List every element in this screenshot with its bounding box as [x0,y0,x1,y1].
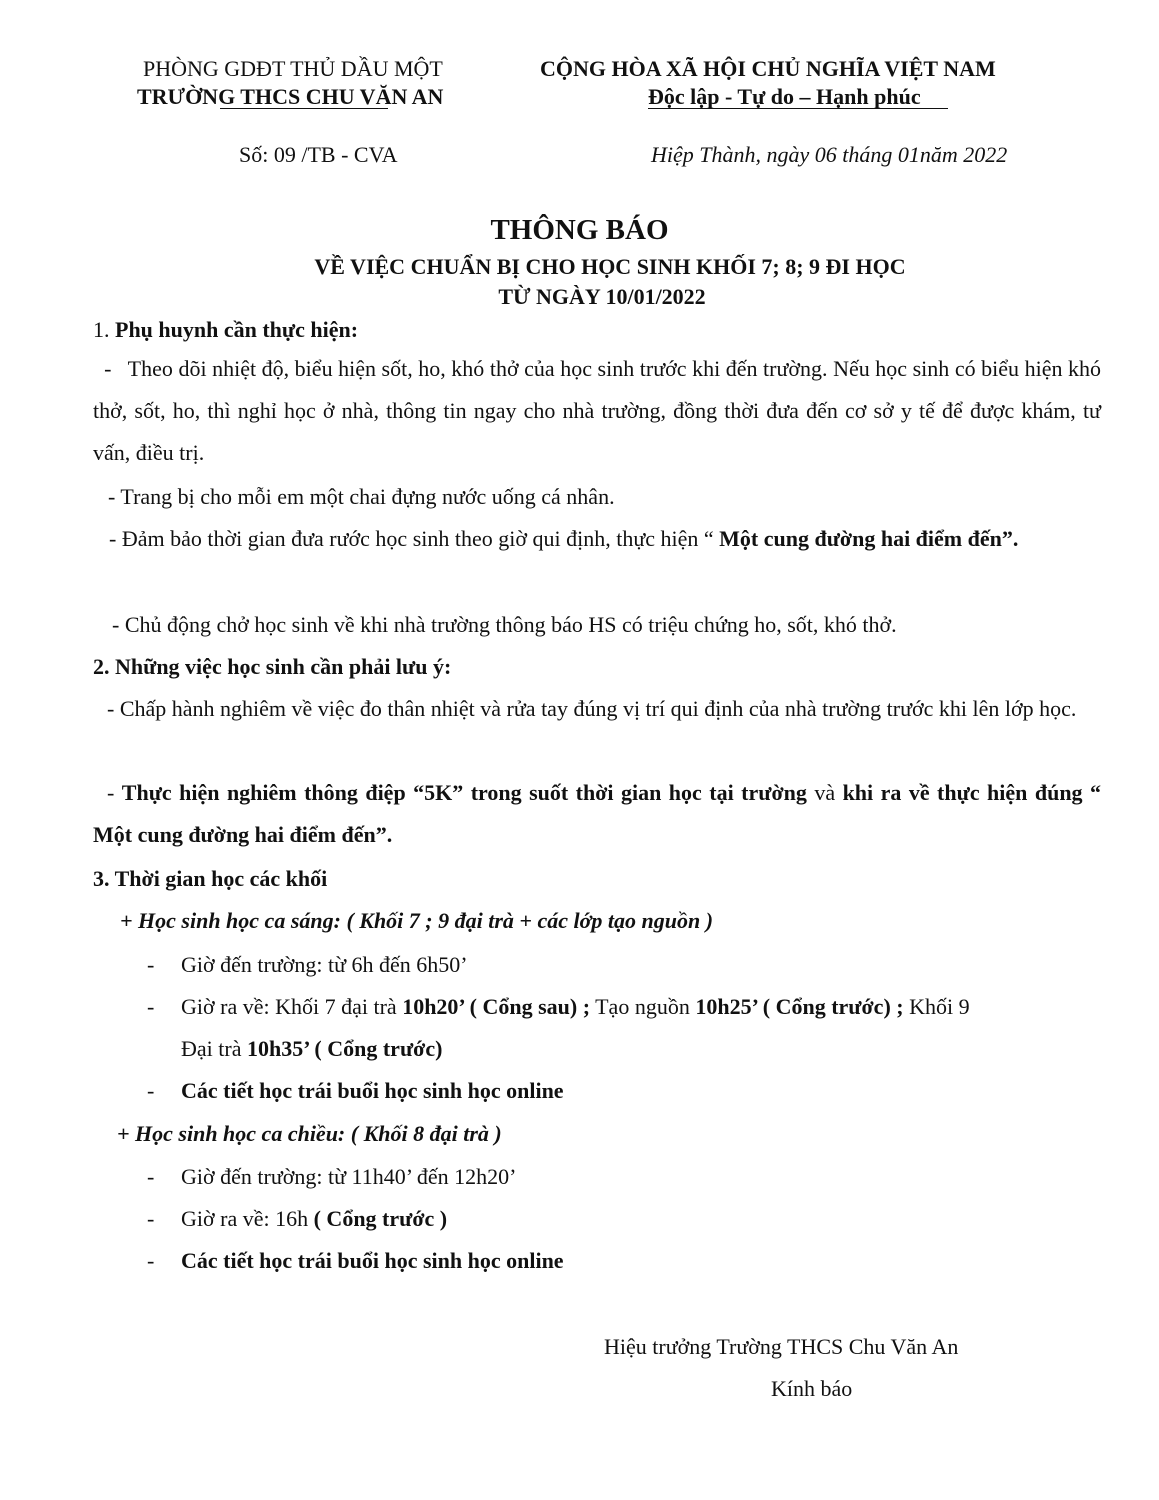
list-dash: - [147,994,155,1019]
morning-online-note: Các tiết học trái buổi học sinh học online [181,1078,564,1103]
school-name-underline [220,108,388,109]
afternoon-shift-heading: + Học sinh học ca chiều: ( Khối 8 đại trà ) [117,1121,502,1146]
closing-text: Kính báo [771,1376,853,1401]
page-title: THÔNG BÁO [490,214,669,246]
afternoon-leave-time: Giờ ra về: 16h ( Cổng trước ) [181,1206,448,1231]
section3-heading: 3. Thời gian học các khối [93,866,328,891]
list-dash: - [147,952,155,977]
section1-item2: - Trang bị cho mỗi em một chai đựng nước uống cá nhân. [108,484,615,509]
afternoon-arrival-time: Giờ đến trường: từ 11h40’ đến 12h20’ [181,1164,517,1189]
section1-heading: 1. Phụ huynh cần thực hiện: [93,317,359,342]
school-name: TRƯỜNG THCS CHU VĂN AN [137,84,444,109]
afternoon-online-note: Các tiết học trái buổi học sinh học online [181,1248,564,1273]
department-name: PHÒNG GDĐT THỦ DẦU MỘT [143,56,443,81]
section2-item1: - Chấp hành nghiêm về việc đo thân nhiệt và rửa tay đúng vị trí qui định của nhà trường trước khi lên lớp học. [107,696,1077,721]
list-dash: - [147,1248,155,1273]
place-date: Hiệp Thành, ngày 06 tháng 01năm 2022 [651,142,1008,167]
motto-underline [648,108,948,109]
section2-item2: - Thực hiện nghiêm thông điệp “5K” trong suốt thời gian học tại trường và khi ra về thực hiện đúng “ Một cung đường hai điểm đến”. [93,780,1102,847]
title-date: TỪ NGÀY 10/01/2022 [498,284,706,309]
country-name: CỘNG HÒA XÃ HỘI CHỦ NGHĨA VIỆT NAM [540,56,996,81]
section1-item1: - Theo dõi nhiệt độ, biểu hiện sốt, ho, khó thở của học sinh trước khi đến trường. Nếu học sinh có biểu hiện khó thở, sốt, ho, thì nghỉ học ở nhà, thông tin ngay cho nhà trường, đồng thời đưa đến cơ sở y tế để được khám, tư vấn, điều trị. [93,356,1107,465]
national-motto: Độc lập - Tự do – Hạnh phúc [648,84,921,109]
morning-arrival-time: Giờ đến trường: từ 6h đến 6h50’ [181,952,468,977]
document-number: Số: 09 /TB - CVA [239,142,398,167]
title-subject: VỀ VIỆC CHUẨN BỊ CHO HỌC SINH KHỐI 7; 8; 9 ĐI HỌC [314,254,906,279]
morning-leave-time: Giờ ra về: Khối 7 đại trà 10h20’ ( Cổng sau) ; Tạo nguồn 10h25’ ( Cổng trước) ; Khối 9 [181,994,970,1019]
list-dash: - [147,1078,155,1103]
section2-heading: 2. Những việc học sinh cần phải lưu ý: [93,654,452,679]
section1-item3: - Đảm bảo thời gian đưa rước học sinh theo giờ qui định, thực hiện “ Một cung đường hai điểm đến”. [109,526,1019,551]
section1-item4: - Chủ động chở học sinh về khi nhà trường thông báo HS có triệu chứng ho, sốt, khó thở. [112,612,897,637]
morning-leave-time-cont: Đại trà 10h35’ ( Cổng trước) [181,1036,443,1061]
list-dash: - [147,1164,155,1189]
morning-shift-heading: + Học sinh học ca sáng: ( Khối 7 ; 9 đại trà + các lớp tạo nguồn ) [120,908,714,933]
signature-title: Hiệu trưởng Trường THCS Chu Văn An [604,1334,959,1359]
list-dash: - [147,1206,155,1231]
